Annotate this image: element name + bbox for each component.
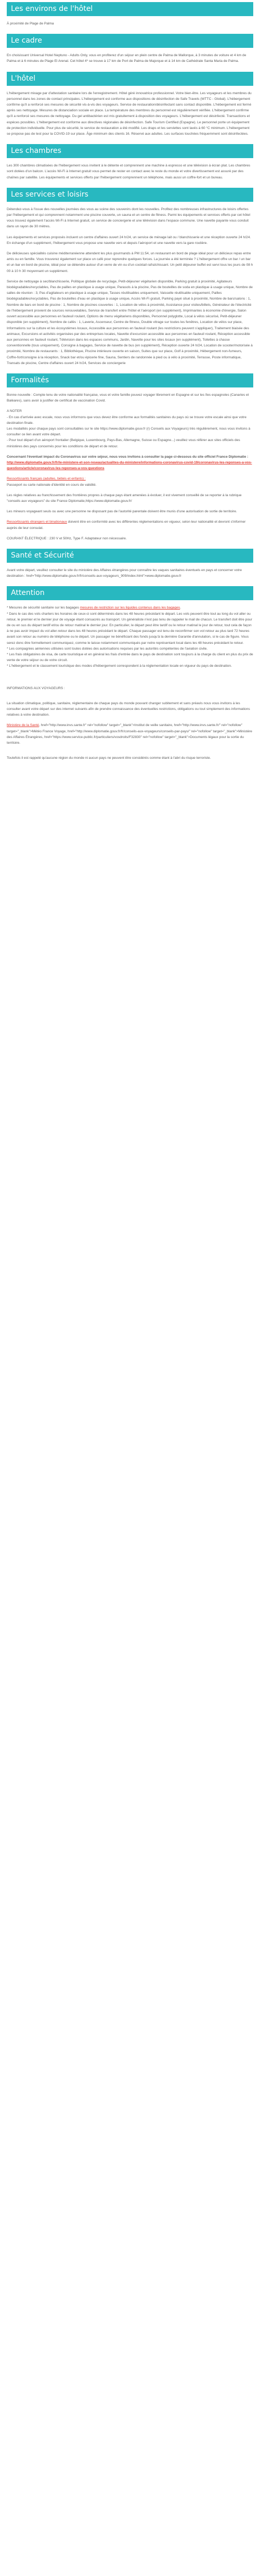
section-title-cadre: Le cadre xyxy=(7,34,253,48)
formalites-paragraph: Les règles relatives au franchissement des frontières propres à chaque pays étant amenées à évoluer, il est vivement conseillé de se reporter à la rubrique "conseils aux voyageurs" du site France Diplomatie,https://www.diplomatie.gouv.fr/ xyxy=(7,493,242,503)
services-paragraph: Les équipements et services proposés incluent un centre d'affaires ouvert 24 h/24, un service de ménage lait ou / blanchisserie et une réception ouverte 24 h/24. En échange d'un supplément, l'hébergement vous propose une navette vers et depuis l'aéroport et une navette vers la gare routière. xyxy=(7,235,251,245)
section-title-formalites: Formalités xyxy=(7,373,253,387)
chambres-text: Les 300 chambres climatisées de l'hébergement vous invitent à le détente et comprennent une machine à espresso et une télévision à écran plat. Les chambres sont dotées d'un balcon. L'accès Wi-Fi à Internet gratuit vous permet de rester en contact avec le reste du monde et votre divertissement est assuré par des chaînes par satellite. Les équipements et services offerts par l'hébergement comprennent un téléphone, mais aussi un coffre-fort et un bureau. xyxy=(7,164,251,179)
section-title-sante: Santé et Sécurité xyxy=(7,549,253,563)
services-paragraph: Détendez-vous à l'issue des nouvelles journées des vous au scène des souvenirs dont les nouvelles. Profitez des nombreuses infrastructures de loisirs offertes par l'hébergement et qui comprennent notamment une piscine couverte, un sauna et un centre de fitness. Parmi les équipements et services offerts par cet hôtel vous trouvez également l'accès Wi-Fi à Internet gratuit, un service de conciergerie et une télévision dans l'espace commune. Une navette payante vous conduit dans un rayon de 30 mètres. xyxy=(7,207,251,229)
services-paragraph: De délicieuses spécialités cuisine méditerranéenne attendent les plus gourmands à PM 11:54, un restaurant en bord de plage idéal pour un délicieux repas entre amis ou en famille. Vous trouverez également sur place un café pour reprendre quelques forces. La journée a été terminée ? L'hébergement offre un bar / un bar et un bar en bord de piscine, idéal pour se détendre autour d'un verre de vin ou d'un cocktail rafraîchissant. Un petit déjeuner buffet est servi tous les jours de 08 h 00 à 10 h 30 moyennant un supplément. xyxy=(7,252,253,273)
attention-info-heading: INFORMATIONS AUX VOYAGEURS : xyxy=(7,686,65,690)
page-content xyxy=(0,0,260,761)
section-sante xyxy=(7,549,253,579)
formalites-coronavirus xyxy=(7,454,253,472)
attention-paragraph: La situation climatique, politique, sanitaire, réglementaire de chaque pays du monde pouvant changer subitement et sans préavis nous vous invitons à les consulter avant votre départ sur des internet suivants afin de prendre connaissance des éventuelles restrictions, obligations ou tout simplement des informations relatives à votre destination. xyxy=(7,701,250,717)
attention-links xyxy=(7,722,253,746)
attention-intro: * Mesures de sécurité sanitaire sur les bagages xyxy=(7,606,80,610)
formalites-paragraph: Les mineurs voyageant seuls ou avec une personne ne disposant pas de l'autorité parentale doivent être munis d'une autorisation de sortie de territoire. xyxy=(7,510,237,514)
foreigners-text: doivent être en conformité avec les différentes réglementations en vigueur, selon leur nationalité et devront s'informer auprès de leur consulat. xyxy=(7,520,246,530)
attention-links-text: , href="http://www.invs.sante.fr" rel="nofollow" target="_blank">Institut de veille sanitaire, href="http://www.invs.sante.fr/" rel="nofollow" target="_blank">Météo France Voyage, href="http://www.diplomatie.gouv.fr/fr/conseils-aux-voyageurs/conseils-par-pays/" rel="nofollow" target="_blank">Ministère des Affaires Étrangères, href="https://www.service-public.fr/particuliers/vosdroits/F32830" rel="nofollow" target="_blank">Documents légaux pour la sortie du territoire. xyxy=(7,723,252,745)
section-formalites xyxy=(7,373,253,541)
section-environs xyxy=(7,2,253,27)
attention-notes xyxy=(7,605,253,669)
cadre-text: En choisissant Universal Hotel Neptuno - Adults Only, vous en profiterez d'un séjour en plein centre de Palma de Mallorque, à 3 minutes de voiture et 4 km de Palma et à 6 minutes de Plage El Arenal. Cet hôtel 4* se trouve à 17 km de Port de Palma de Majorque et à 14 km de Cathédrale Santa Maria de Palma. xyxy=(7,54,246,63)
documents-text: Passeport ou carte nationale d'identité en cours de validité. xyxy=(7,483,97,487)
section-services xyxy=(7,188,253,366)
section-chambres xyxy=(7,144,253,180)
formalites-paragraph: Bonne nouvelle : Compte tenu de votre nationalité française, vous et votre famille pouvez voyager librement en Espagne et sur les îles espagnoles (Canaries et Baléares), sans avoir à justifier de certificat de vaccination Covid. xyxy=(7,393,249,403)
formalites-current: COURANT ÉLECTRIQUE : 230 V et 50Hz, Type F. Adaptateur non nécessaire. xyxy=(7,536,127,540)
section-title-services: Les services et loisirs xyxy=(7,188,253,202)
section-title-attention: Attention xyxy=(7,586,253,600)
formalites-note: A NOTER - En cas d'arrivée avec escale, nous vous informons que vous devez être conforme aux formalités sanitaires du pays où se trouve votre escale ainsi que votre destination finale. Les modalités pour chaque pays sont consultables sur le site https://www.diplomatie.gouv.fr (r) Conseils aux Voyageurs) très régulièrement, nous vous invitons à consulter ce lien avant votre départ. - Pour tout départ d'un aéroport frontalier (Belgique, Luxembourg, Pays-Bas, Allemagne, Suisse ou Espagne...) veuillez vous référer aux sites officiels des ministères des pays concernés pour les conditions de départ et de retour. xyxy=(7,409,251,448)
coronavirus-intro: Concernant l'éventuel impact du Coronavirus sur votre séjour, nous vous invitons à consulter la page ci-dessous du site officiel France Diplomatie : xyxy=(7,455,249,459)
section-cadre xyxy=(7,34,253,64)
services-amenities-list: Service de nettoyage à sec/blanchisserie, Politique globale de recyclage, Petit-déjeuner végétarien disponible, Parking gratuit à proximité, Agitateurs biodégradables/recyclables, Pas de pailles en plastique à usage unique, Parasols à la piscine, Pas de bouteilles de soda en plastique à usage unique, Nombre de salles de réunion : 3, Pas d'agitateurs en plastique à usage unique, Tasses réutilisables uniquement, Vaisselle réutilisable uniquement, Pailles biodégradables/recyclables, Pas de bouteilles d'eau en plastique à usage unique, Accès Wi-Fi gratuit, Parking payé situé à proximité, Nombre de bars/salons : 1, Nombre de bars en bord de piscine : 1, Nombre de piscines couvertes : 1, Location de vélos à proximité, Assistance pour visites/billets, Générateur de l'électricité de l'hébergement provient de sources renouvelables, Service de transfert entre l'hôtel et l'aéroport (en supplément), Imprimantes à économie d'énergie, Salon ouvert accessible aux personnes en fauteuil roulant, Options de menu végétariens disponibles, Personnel polyglotte, Local à vélos sécurisé, Petit-déjeuner disponible (en supplément), Nombre de cafés : 1, Laverie, Ascenseur, Centre de fitness, Double vitrage sur toutes les fenêtres, Location de vélos sur place, Informations sur la culture et les écosystèmes locaux, Accessible aux personnes en fauteuil roulant (les restrictions peuvent s'appliquer), Traitement biaisée des animaux, Excursions et activités organisées par des entreprises locales, Navette d'excursion accessible aux personnes en fauteuil roulant, Réception accessible aux personnes en fauteuil roulant, Télévision dans les espaces communs, Jardin, Navette pour les sites locaux (en supplément), Toilettes à chasse conventionnelle (tous uniquement), Consigne à bagages, Service de navette de bus (en supplément), Réception ouverte 24 h/24, Location de scooter/motorisée à proximité, Nombre de restaurants : 1, Bibliothèque, Piscine intérieure ouverte en saison, Suites que sur place, Golf à proximité, Hébergement non-fumeurs, Coffre-fort/consigne à la réception, Snack bar et/ou épicerie fine, Sauna, Sentiers de randonnée à pied ou à vélo à proximité, Terrasse, Poste informatique, Transats de piscine, Centre d'affaires ouvert 24 h/24, Services de conciergerie xyxy=(7,279,253,365)
coronavirus-link[interactable]: http://www.diplomatie.gouv.fr/fr/le-ministere-et-son-reseau/actualites-du-ministere/informations-coronavirus-covid-19/coronavirus-les-reponses-a-vos-questions/article/coronavirus-les-reponses-a-vos-questions xyxy=(7,460,252,471)
formalites-documents xyxy=(7,476,253,487)
foreigners-heading: Ressortissants étrangers et binationaux xyxy=(7,520,67,524)
section-title-hotel: L'hôtel xyxy=(7,72,253,86)
section-title-chambres: Les chambres xyxy=(7,144,253,158)
liquids-restriction-link[interactable]: mesures de restriction sur les liquides contenus dans les bagages xyxy=(80,606,180,610)
section-attention xyxy=(7,586,253,761)
section-hotel xyxy=(7,72,253,137)
formalites-foreigners xyxy=(7,519,253,530)
sante-text: Avant votre départ, veuillez consulter le site du ministère des Affaires étrangères pour connaître les vaques sanitaires éventuels en pays et concerner votre destination : href="http://www.diplomatie.gouv.fr/fr/conseils-aux-voyageurs_909/index.html">www.diplomatie.gouv.fr xyxy=(7,568,242,578)
ministere-sante-link[interactable]: Ministère de la Santé xyxy=(7,723,39,728)
documents-heading: Ressortissants français (adultes, bébés et enfants) : xyxy=(7,477,86,481)
attention-body: . * Dans le cas des vols charters les horaires de ceux-ci sont déterminés dans les 48 heures précédant le départ. Les vols peuvent être tout au long du vol aller ou retour, le premier et le dernier jour de voyage étant consacrés au transport. Un généraliste n'est pas tenu de rappeler le mail de chacun. Le transfert doit être pour de ou en sus du départ tardif et/ou de retour matinal le dernier jour. En particulier, le départ peut être tardif ou le retour matinal le jour de retour, tout cela de façon à ne pas avoir impact du vol aller-retour dans les 48 heures précédant le départ. Chaque passager est tenu de reconfirmer son vol retour au plus tard 72 heures avant son retour au numéro de téléphone ou le départ. Un passager ne bénéficiant des fonds jusqu'à la dernière Garantie d'annulation, si le cas de figure. Vous serez donc être formellement communiquez, comme le laisse notamment communiqués par notre représentant local dans les 48 heures précédant le retour. * Les compagnies aériennes utilisées sont toutes dotées des autorisations requises par les autorités compétentes de l'aviation civile. * Les frais obligatoires de visa, de carte touristique et en général les frais d'entrée dans le pays de destination sont toujours à la charge du client en plus du prix de vente de votre séjour ou de votre circuit. * L'hébergement et le classement touristique des modes d'hébergement correspondent à la réglementation locale en vigueur du pays de destination. xyxy=(7,606,253,668)
hotel-text: L'hébergement mixage par d'attestation sanitaire lors de l'enregistrement. Hôtel géré innovatrice professionnel. Votre bien-être. Les voyageurs et les membres du personnel dans les zones de contact principales. L'hébergement est conforme aux dispositions de désinfection de Safe Travels (WTTC - Global). L'hébergement confirme qu'il a renforcé ses mesures de sécurité vis-à-vis des voyageurs. Service de restauration/désinfectant sans contact disponible. L'hébergement est fermé après ses nettoyage. Mesures de distanciation sociale en place. La température des membres du personnel est régulièrement vérifiée. L'hébergement confirme qu'il a renforcé ses mesures de nettoyage. Du gel antibactérien est mis gratuitement à disposition des voyageurs. L'hébergement est désinfecté. Transactions et espèces possibles. L'hébergement est conforme aux directives régionales de désinfection. Safe Tourism Certified (Espagne). Le personnel porte un équipement de protection individuelle. Pour plus de sécurité, le service de restauration a été modifié. Les draps et les serviettes sont lavés à 60 °C minimum. L'hébergement se propose pas de test pour la COVID-19 sur place. Âge minimum des clients 16. Réservé aux adultes. Les surfaces touchées fréquemment sont désinfectées. xyxy=(7,91,252,136)
environs-text: À proximité de Plage de Palma xyxy=(7,22,54,25)
attention-terror-note: Toutefois il est rappelé qu'aucune région du monde ni aucun pays ne peuvent être considérés comme étant à l'abri du risque terroriste. xyxy=(7,756,211,760)
section-title-environs: Les environs de l'hôtel xyxy=(7,2,253,16)
